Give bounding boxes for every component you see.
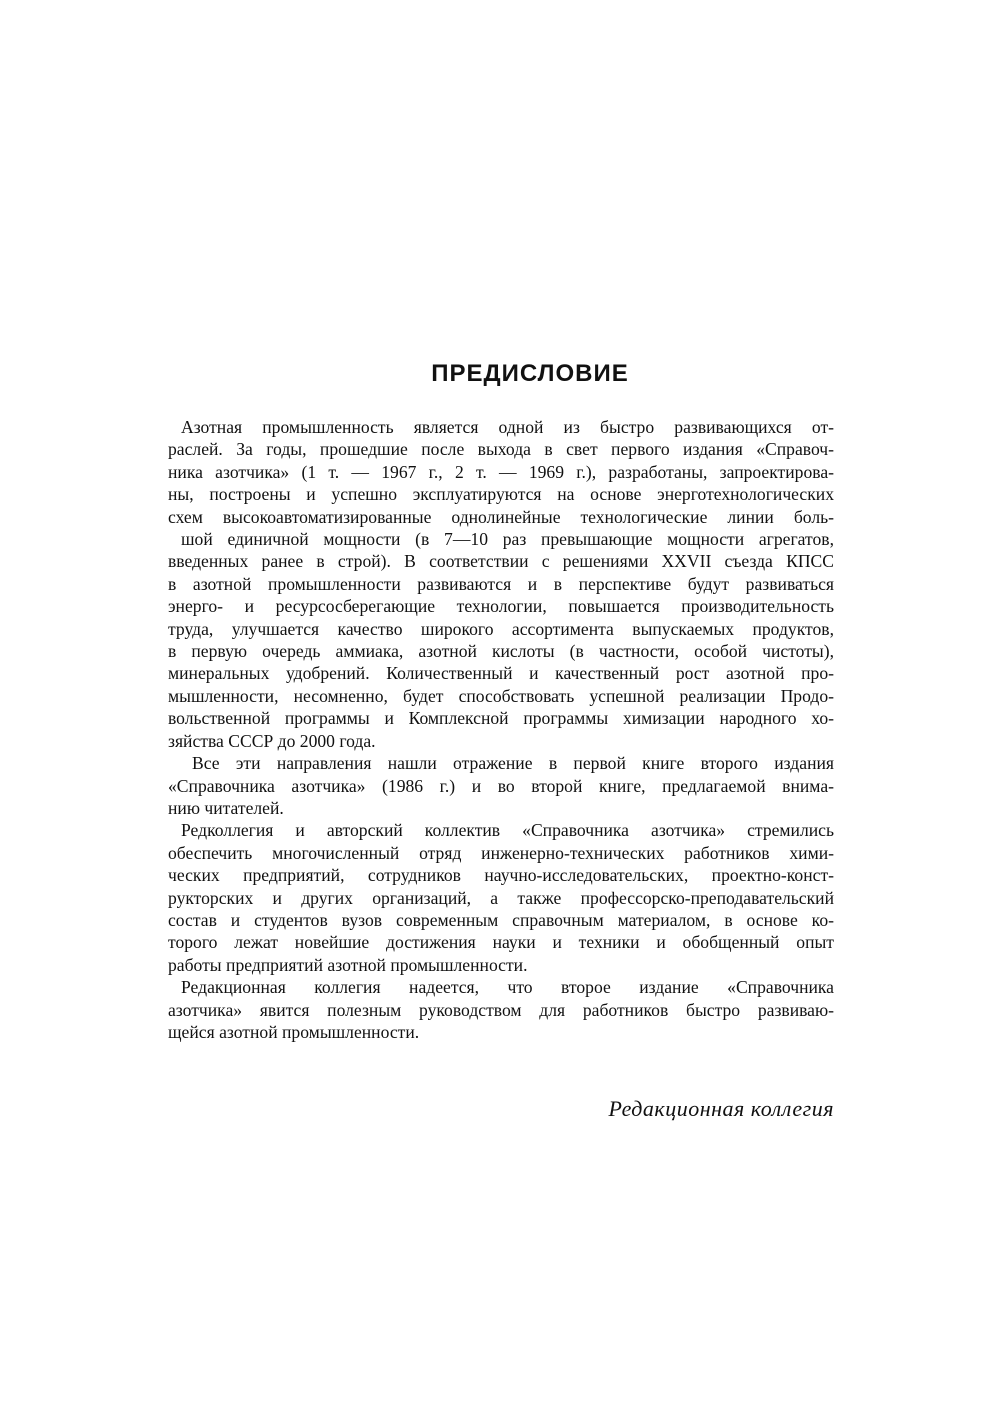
text-line: в первую очередь аммиака, азотной кислоты (в частности, особой чистоты), [168, 641, 834, 662]
text-line: труда, улучшается качество широкого ассортимента выпускаемых продуктов, [168, 618, 834, 639]
text-line: азотчика» явится полезным руководством для работников быстро развиваю- [168, 999, 834, 1020]
paragraph-4 [168, 976, 834, 1043]
text-line: Редакционная коллегия надеется, что второе издание «Справочника [181, 977, 834, 998]
paragraph-1 [168, 416, 834, 752]
paragraph-3 [168, 819, 834, 976]
text-line: ческих предприятий, сотрудников научно-исследовательских, проектно-конст- [168, 865, 834, 886]
text-line: ника азотчика» (1 т. — 1967 г., 2 т. — 1969 г.), разработаны, запроектирова- [168, 461, 834, 482]
text-line: в азотной промышленности развиваются и в перспективе будут развиваться [168, 573, 834, 594]
text-line: Азотная промышленность является одной из быстро развивающихся от- [181, 417, 834, 437]
preface-body [168, 416, 834, 1043]
text-line: ны, построены и успешно эксплуатируются на основе энерготехнологических [168, 484, 834, 505]
text-line: мышленности, несомненно, будет способствовать успешной реализации Продо- [168, 685, 834, 706]
text-line: шой единичной мощности (в 7—10 раз превышающие мощности агрегатов, [181, 529, 834, 550]
text-line: Все эти направления нашли отражение в первой книге второго издания [192, 753, 834, 774]
signature: Редакционная коллегия [608, 1096, 834, 1121]
text-line: энерго- и ресурсосберегающие технологии, повышается производительность [168, 596, 834, 617]
text-line: Редколлегия и авторский коллектив «Справочника азотчика» стремились [181, 820, 834, 841]
text-line: введенных ранее в строй). В соответствии с решениями XXVII съезда КПСС [168, 551, 834, 572]
text-line: обеспечить многочисленный отряд инженерно-технических работников хими- [168, 842, 834, 863]
text-line: минеральных удобрений. Количественный и качественный рост азотной про- [168, 663, 834, 684]
page-title: ПРЕДИСЛОВИЕ [431, 360, 629, 387]
text-line: нию читателей. [168, 797, 284, 818]
text-line: вольственной программы и Комплексной программы химизации народного хо- [168, 708, 834, 729]
text-line: работы предприятий азотной промышленности. [168, 954, 528, 975]
text-line: зяйства СССР до 2000 года. [168, 730, 376, 751]
text-line: раслей. За годы, прошедшие после выхода в свет первого издания «Справоч- [168, 439, 834, 460]
text-line: торого лежат новейшие достижения науки и техники и обобщенный опыт [168, 932, 834, 953]
text-line: схем высокоавтоматизированные однолинейные технологические линии боль- [168, 506, 834, 527]
text-line: состав и студентов вузов современным справочным материалом, в основе ко- [168, 909, 834, 930]
text-line: рукторских и других организаций, а также профессорско-преподавательский [168, 887, 834, 908]
text-line: щейся азотной промышленности. [168, 1021, 420, 1042]
paragraph-2 [168, 752, 834, 819]
text-line: «Справочника азотчика» (1986 г.) и во второй книге, предлагаемой внима- [168, 775, 834, 796]
